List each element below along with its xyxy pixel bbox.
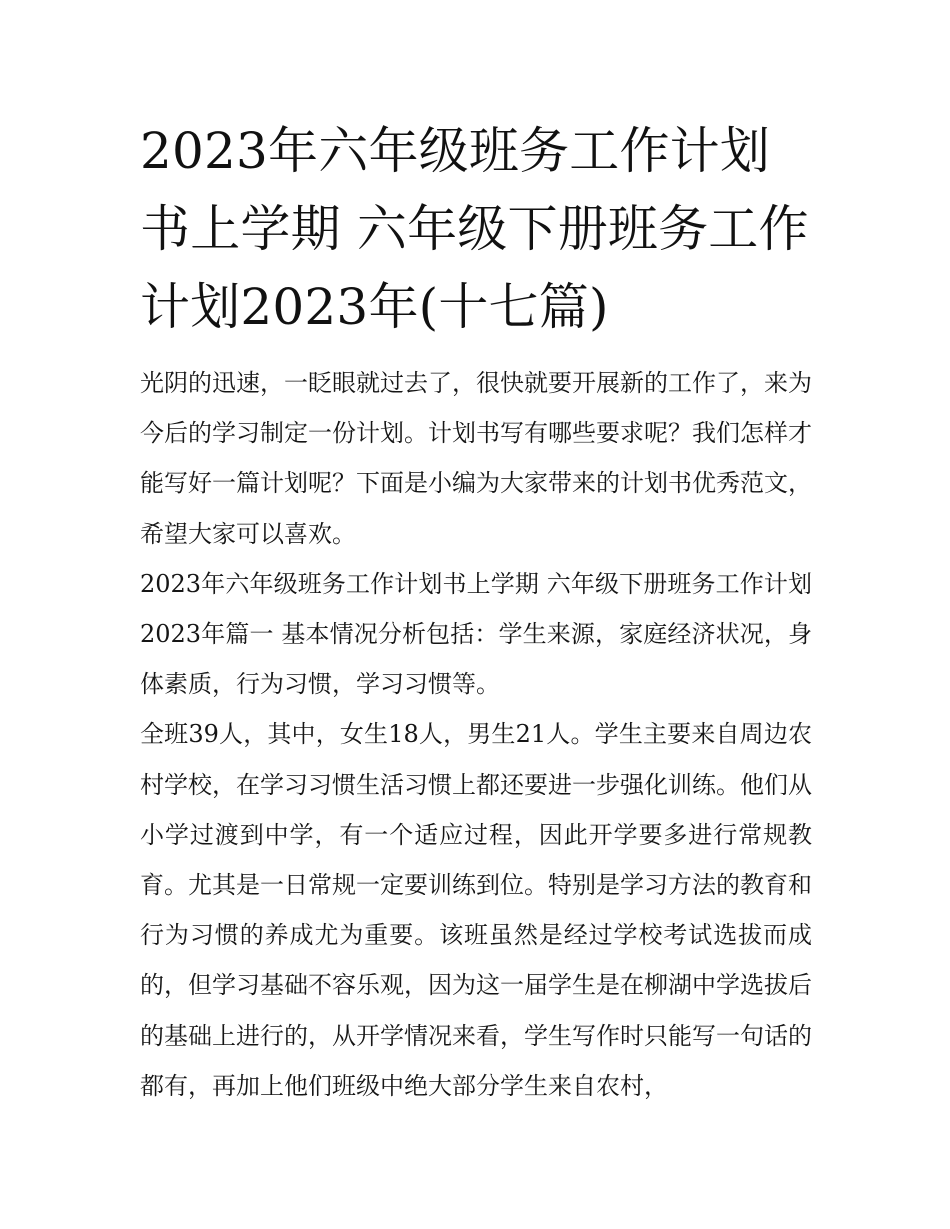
section-heading-paragraph: 2023年六年级班务工作计划书上学期 六年级下册班务工作计划2023年篇一 基本情况分析包括：学生来源，家庭经济状况，身体素质，行为习惯，学习习惯等。 (140, 569, 812, 699)
document-content (140, 112, 812, 1111)
document-body (140, 358, 812, 1111)
class-situation-paragraph: 全班39人，其中，女生18人，男生21人。学生主要来自周边农村学校，在学习习惯生活习惯上都还要进一步强化训练。他们从小学过渡到中学，有一个适应过程，因此开学要多进行常规教育。尤其是一日常规一定要训练到位。特别是学习方法的教育和行为习惯的养成尤为重要。该班虽然是经过学校考试选拔而成的，但学习基础不容乐观，因为这一届学生是在柳湖中学选拔后的基础上进行的，从开学情况来看，学生写作时只能写一句话的都有，再加上他们班级中绝大部分学生来自农村， (140, 720, 812, 1100)
document-title: 2023年六年级班务工作计划书上学期 六年级下册班务工作计划2023年(十七篇) (140, 122, 809, 336)
intro-paragraph: 光阴的迅速，一眨眼就过去了，很快就要开展新的工作了，来为今后的学习制定一份计划。计划书写有哪些要求呢？我们怎样才能写好一篇计划呢？下面是小编为大家带来的计划书优秀范文，希望大家可以喜欢。 (140, 369, 812, 548)
